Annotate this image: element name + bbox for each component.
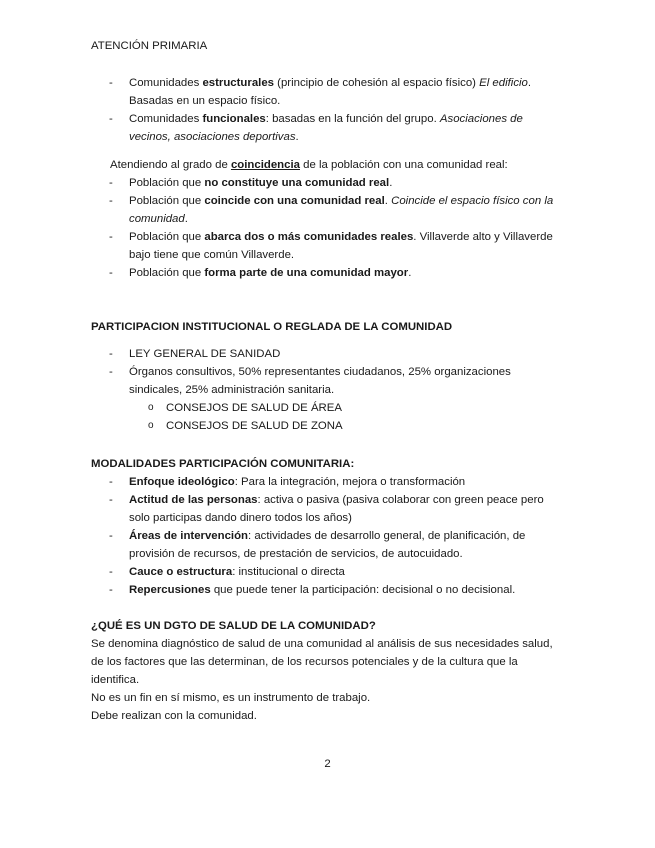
list-item: - Repercusiones que puede tener la participación: decisional o no decisional.	[0, 581, 655, 599]
institutional-participation-section	[0, 318, 655, 435]
coincidence-list	[0, 174, 655, 282]
list-item: - Población que coincide con una comunidad real. Coincide el espacio físico con la comunidad.	[0, 192, 655, 228]
list-item: - Actitud de las personas: activa o pasiva (pasiva colaborar con green peace pero solo participas dando dinero todos los años)	[0, 491, 655, 527]
paragraph: Debe realizan con la comunidad.	[91, 710, 257, 722]
section-heading: ¿QUÉ ES UN DGTO DE SALUD DE LA COMUNIDAD?	[91, 620, 376, 632]
running-header: ATENCIÓN PRIMARIA	[91, 40, 208, 52]
institutional-list	[0, 345, 655, 399]
section-heading: MODALIDADES PARTICIPACIÓN COMUNITARIA:	[91, 458, 355, 470]
section-heading: PARTICIPACION INSTITUCIONAL O REGLADA DE LA COMUNIDAD	[91, 321, 453, 333]
list-item: - Comunidades funcionales: basadas en la función del grupo. Asociaciones de vecinos, asociaciones deportivas.	[0, 110, 655, 146]
health-diagnosis-section	[0, 617, 655, 725]
sublist-item: o CONSEJOS DE SALUD DE ÁREA	[0, 399, 655, 417]
page-number: 2	[324, 758, 331, 770]
paragraph: No es un fin en sí mismo, es un instrumento de trabajo.	[91, 692, 371, 704]
list-item: - Comunidades estructurales (principio de cohesión al espacio físico) El edificio. Basadas en un espacio físico.	[0, 74, 655, 110]
coincidence-section	[0, 156, 655, 282]
list-item: - Población que forma parte de una comunidad mayor.	[0, 264, 655, 282]
sublist-item: o CONSEJOS DE SALUD DE ZONA	[0, 417, 655, 435]
list-item: - Áreas de intervención: actividades de desarrollo general, de planificación, de provisión de recursos, de prestación de servicios, de autocuidado.	[0, 527, 655, 563]
list-item: - Órganos consultivos, 50% representantes ciudadanos, 25% organizaciones sindicales, 25% administración sanitaria.	[0, 363, 655, 399]
community-types-list	[0, 74, 655, 146]
list-item: - LEY GENERAL DE SANIDAD	[0, 345, 655, 363]
list-item: - Enfoque ideológico: Para la integración, mejora o transformación	[0, 473, 655, 491]
participation-modalities-section	[0, 455, 655, 599]
list-item: - Población que abarca dos o más comunidades reales. Villaverde alto y Villaverde bajo tiene que común Villaverde.	[0, 228, 655, 264]
councils-sublist	[0, 399, 655, 435]
list-item: - Cauce o estructura: institucional o directa	[0, 563, 655, 581]
coincidence-intro: Atendiendo al grado de coincidencia de la población con una comunidad real:	[110, 159, 508, 171]
paragraph: Se denomina diagnóstico de salud de una comunidad al análisis de sus necesidades salud, de los factores que las determinan, de los recursos potenciales y de la cultura que la identifica.	[91, 638, 553, 686]
list-item: - Población que no constituye una comunidad real.	[0, 174, 655, 192]
modalities-list	[0, 473, 655, 599]
community-types-section	[0, 74, 655, 146]
